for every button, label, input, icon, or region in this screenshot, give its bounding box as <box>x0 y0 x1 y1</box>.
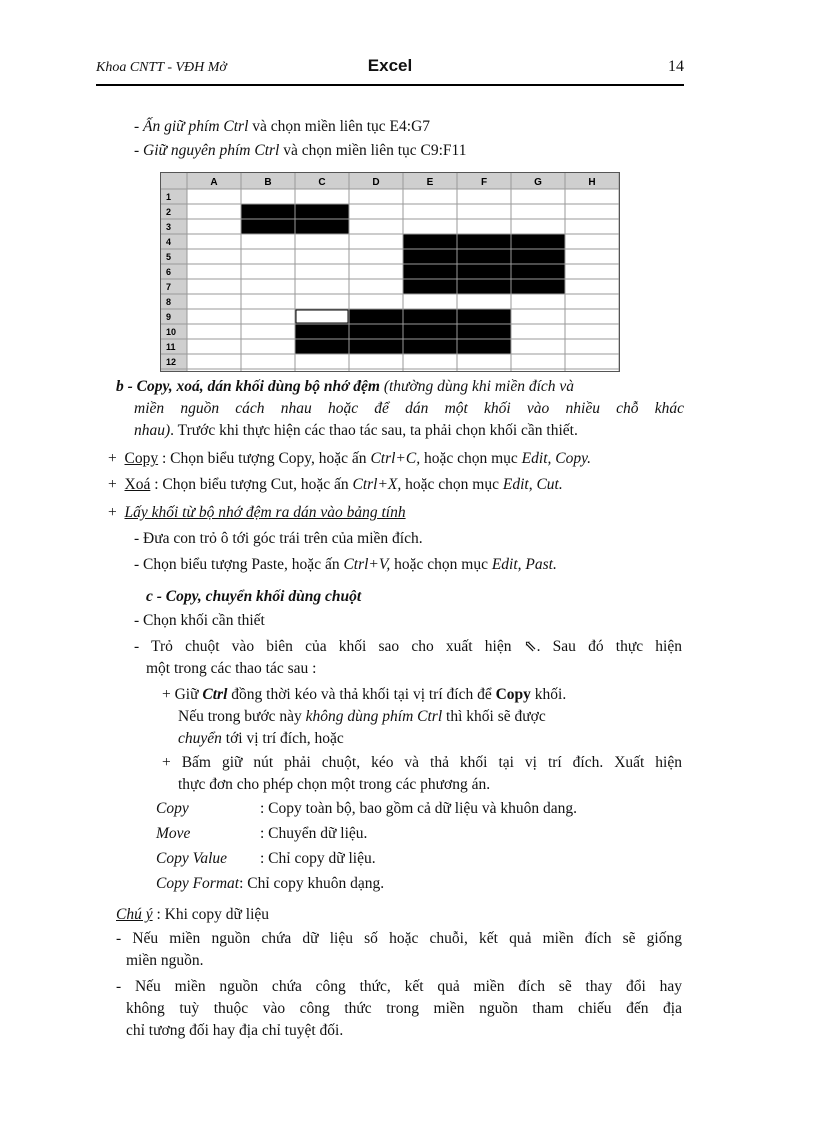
section-b-title: b - Copy, xoá, dán khối dùng bộ nhớ đệm <box>116 378 380 395</box>
section-c-step-2-line-1: - Trỏ chuột vào biên của khối sao cho xuất hiện ⇖. Sau đó thực hiện <box>134 638 682 655</box>
menu-option-move <box>156 823 577 848</box>
spreadsheet-grid <box>161 173 619 371</box>
copy-text-a: : Chọn biểu tượng Copy, hoặc ấn <box>158 450 371 467</box>
intro-line-1 <box>134 116 430 138</box>
menu-options-list <box>156 798 577 898</box>
option-1-line-2-a: Nếu trong bước này <box>178 708 306 725</box>
note-p1-line-1: - Nếu miền nguồn chứa dữ liệu số hoặc chuỗi, kết quả miền đích sẽ giống <box>116 930 682 947</box>
column-header-C: C <box>318 177 326 188</box>
page-header <box>96 56 684 86</box>
intro-line-1-italic: - Ấn giữ phím Ctrl <box>134 118 249 135</box>
menu-option-copy-value <box>156 848 577 873</box>
intro-line-2-italic: - Giữ nguyên phím Ctrl <box>134 142 280 159</box>
column-header-B: B <box>264 177 272 188</box>
menu-option-desc: : Chỉ copy dữ liệu. <box>260 850 376 867</box>
selected-range <box>349 309 511 324</box>
menu-option-desc: : Chỉ copy khuôn dạng. <box>239 875 385 892</box>
paste-step-1: - Đưa con trỏ ô tới góc trái trên của miền đích. <box>134 530 423 547</box>
column-header-H: H <box>588 177 596 188</box>
section-b-line-2: miền nguồn cách nhau hoặc để dán một khối vào nhiều chỗ khác <box>134 400 684 417</box>
option-1-copy: Copy <box>495 686 531 703</box>
option-2-line-1: + Bấm giữ nút phải chuột, kéo và thả khối tại vị trí đích. Xuất hiện <box>162 754 682 771</box>
cut-instruction <box>108 474 563 496</box>
cut-text-b: hoặc chọn mục <box>401 476 503 493</box>
option-1-line-1 <box>162 684 682 706</box>
menu-option-copy <box>156 798 577 823</box>
note-p1-line-2: miền nguồn. <box>126 952 204 969</box>
copy-label: Copy <box>124 450 159 467</box>
row-header-10: 10 <box>166 327 177 337</box>
paste-label: Lấy khối từ bộ nhớ đệm ra dán vào bảng tính <box>124 504 406 521</box>
copy-shortcut: Ctrl+C, <box>370 450 421 467</box>
column-header-bar <box>161 173 619 189</box>
row-header-2: 2 <box>166 207 172 217</box>
paste-menu: Edit, Past. <box>491 556 557 573</box>
copy-text-b: hoặc chọn mục <box>420 450 522 467</box>
section-b-paren: (thường dùng khi miền đích và <box>379 378 575 395</box>
note-title-rest: : Khi copy dữ liệu <box>152 906 270 923</box>
paste-step-2-b: hoặc chọn mục <box>390 556 492 573</box>
intro-line-2-rest: và chọn miền liên tục C9:F11 <box>279 142 467 159</box>
column-header-A: A <box>210 177 218 188</box>
note-p2-line-2: không tuỳ thuộc vào công thức trong miền nguồn tham chiếu đến địa <box>126 1000 682 1017</box>
menu-option-copy-format <box>156 873 577 898</box>
header-title: Excel <box>367 56 413 75</box>
row-header-1: 1 <box>166 192 172 202</box>
section-c-step-1: - Chọn khối cần thiết <box>134 612 265 629</box>
column-header-D: D <box>372 177 380 188</box>
menu-option-name: Copy Value <box>156 850 228 867</box>
row-header-4: 4 <box>166 237 172 247</box>
cut-label: Xoá <box>124 476 151 493</box>
option-2-line-2: thực đơn cho phép chọn một trong các phương án. <box>178 776 491 793</box>
intro-line-1-rest: và chọn miền liên tục E4:G7 <box>248 118 431 135</box>
page-number: 14 <box>668 58 684 75</box>
option-1-c: khối. <box>530 686 567 703</box>
copy-instruction <box>108 448 591 470</box>
menu-option-desc: : Chuyển dữ liệu. <box>260 825 368 842</box>
row-header-7: 7 <box>166 282 172 292</box>
section-c-step-2-line-2: một trong các thao tác sau : <box>146 660 317 677</box>
copy-menu: Edit, Copy. <box>521 450 591 467</box>
section-b-line-3-rest: . Trước khi thực hiện các thao tác sau, ta phải chọn khối cần thiết. <box>170 422 578 439</box>
row-header-12: 12 <box>166 357 177 367</box>
intro-line-2 <box>134 140 466 162</box>
paste-heading <box>108 502 406 524</box>
cut-text-a: : Chọn biểu tượng Cut, hoặc ấn <box>150 476 353 493</box>
option-1-line-3 <box>178 728 344 750</box>
note-p2-line-3: chỉ tương đối hay địa chỉ tuyệt đối. <box>126 1022 344 1039</box>
cut-plus: + <box>108 476 117 493</box>
option-1-line-2-b: thì khối sẽ được <box>442 708 546 725</box>
note-heading <box>116 904 269 926</box>
active-cell <box>296 310 348 323</box>
paste-step-2 <box>134 554 557 576</box>
cut-menu: Edit, Cut. <box>502 476 563 493</box>
option-1-line-3-italic: chuyển <box>178 730 222 747</box>
option-1-ctrl: Ctrl <box>202 686 228 703</box>
section-b-line-1 <box>116 376 574 398</box>
row-header-9: 9 <box>166 312 172 322</box>
header-department: Khoa CNTT - VĐH Mở <box>96 60 227 75</box>
column-header-E: E <box>426 177 434 188</box>
row-header-5: 5 <box>166 252 172 262</box>
note-label: Chú ý <box>116 906 153 923</box>
section-c-title: c - Copy, chuyển khối dùng chuột <box>146 588 362 605</box>
menu-option-desc: : Copy toàn bộ, bao gồm cả dữ liệu và khuôn dang. <box>260 800 578 817</box>
copy-plus: + <box>108 450 117 467</box>
section-b-line-3 <box>134 420 578 442</box>
column-header-G: G <box>534 177 542 188</box>
row-header-11: 11 <box>166 342 176 352</box>
menu-option-name: Move <box>156 825 191 842</box>
cut-shortcut: Ctrl+X, <box>352 476 402 493</box>
option-1-line-2-italic: không dùng phím Ctrl <box>305 708 443 725</box>
menu-option-name: Copy Format <box>156 875 240 892</box>
row-header-3: 3 <box>166 222 172 232</box>
paste-shortcut: Ctrl+V, <box>343 556 391 573</box>
column-header-F: F <box>480 177 488 188</box>
paste-plus: + <box>108 504 117 521</box>
option-1-b: đồng thời kéo và thả khối tại vị trí đích để <box>227 686 496 703</box>
option-1-line-2 <box>178 706 546 728</box>
spreadsheet-illustration <box>160 172 620 372</box>
paste-step-2-a: - Chọn biểu tượng Paste, hoặc ấn <box>134 556 344 573</box>
menu-option-name: Copy <box>156 800 189 817</box>
option-1-a: + Giữ <box>162 686 203 703</box>
option-1-line-3-b: tới vị trí đích, hoặc <box>221 730 344 747</box>
row-header-8: 8 <box>166 297 172 307</box>
section-b-line-3-italic: nhau) <box>134 422 171 439</box>
note-p2-line-1: - Nếu miền nguồn chứa công thức, kết quả miền đích sẽ thay đổi hay <box>116 978 682 995</box>
row-header-6: 6 <box>166 267 172 277</box>
